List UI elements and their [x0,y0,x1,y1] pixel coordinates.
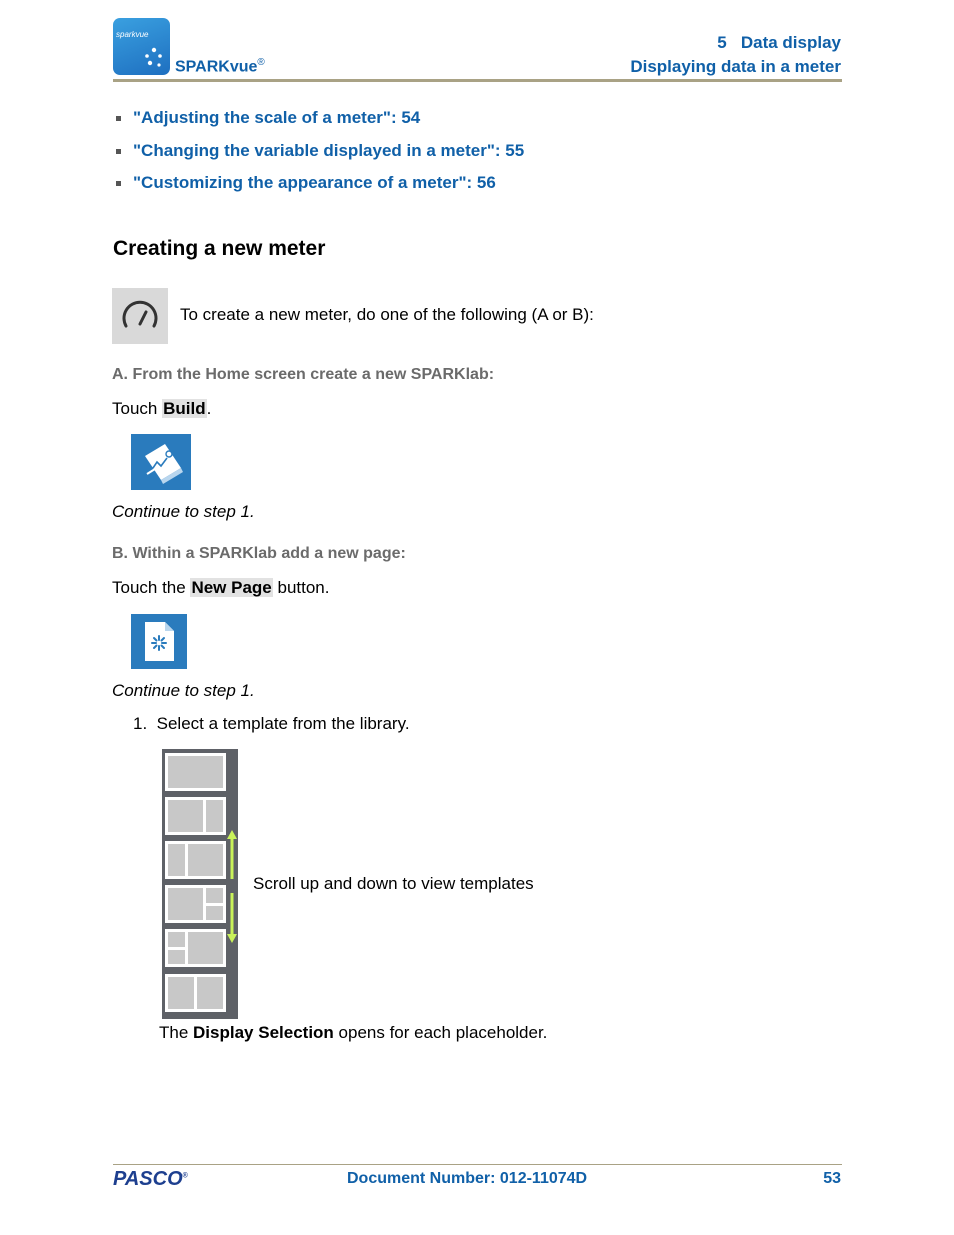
option-a-heading: A. From the Home screen create a new SPARKlab: [112,366,495,383]
template-two-equal[interactable] [165,974,226,1012]
link-adjusting-scale[interactable]: "Adjusting the scale of a meter": 54 [133,108,421,127]
template-full[interactable] [165,753,226,791]
intro-text: To create a new meter, do one of the following (A or B): [180,305,594,324]
option-b-heading: B. Within a SPARKlab add a new page: [112,545,406,562]
link-changing-variable[interactable]: "Changing the variable displayed in a meter": 55 [133,140,525,160]
link-customizing-appearance[interactable]: "Customizing the appearance of a meter": 56 [133,173,496,192]
step-1: 1. Select a template from the library. [133,714,410,733]
scroll-caption: Scroll up and down to view templates [253,874,534,893]
brand-name: SPARKvue® [175,57,265,76]
build-icon[interactable] [131,434,191,490]
display-selection-text: The Display Selection opens for each placeholder. [159,1023,548,1042]
template-three-right-split[interactable] [165,885,226,923]
continue-step-1: Continue to step 1. [112,502,255,521]
template-two-wide-narrow[interactable] [165,797,226,835]
scroll-arrows-icon [226,829,238,945]
section-title: Displaying data in a meter [630,57,841,76]
new-page-icon[interactable] [131,614,187,669]
gauge-icon [112,288,168,344]
sparkvue-dots-icon [142,46,166,70]
pasco-logo: PASCO® [113,1168,188,1190]
template-two-narrow-wide[interactable] [165,841,226,879]
chapter-title: 5 Data display [717,33,841,52]
continue-step-1: Continue to step 1. [112,681,255,700]
touch-new-page-instruction: Touch the New Page button. [112,578,330,597]
template-library[interactable] [162,749,238,1019]
header-rule [113,79,842,82]
document-number: Document Number: 012-11074D [347,1170,588,1187]
footer-rule [113,1164,842,1165]
build-label: Build [163,399,206,418]
logo-text: sparkvue [116,30,149,39]
section-heading: Creating a new meter [113,237,326,260]
page-number: 53 [823,1170,841,1187]
new-page-label: New Page [191,578,272,597]
touch-build-instruction: Touch Build. [112,399,212,418]
template-three-left-split[interactable] [165,929,226,967]
bullet-marker [116,181,121,186]
bullet-marker [116,149,121,154]
bullet-marker [116,116,121,121]
